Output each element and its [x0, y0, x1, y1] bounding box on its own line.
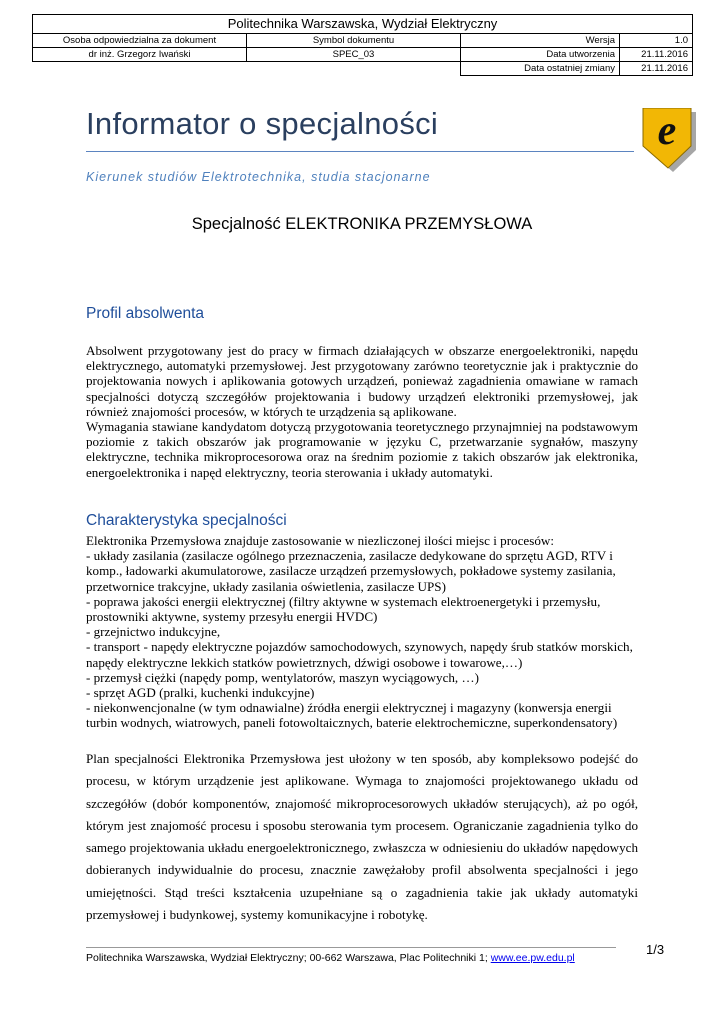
changed-value: 21.11.2016	[620, 62, 693, 76]
profile-paragraph-2: Wymagania stawiane kandydatom dotyczą przygotowania teoretycznego przynajmniej na podstawowym poziomie z takich obszarów jak programowanie w języku C, przetwarzanie sygnałów, maszyny elektryczne, technika mikroprocesorowa oraz na średnim poziomie z takich obszarów jak elektronika, energoelektronika i napęd elektryczny, teoria sterowania i układy automatyki.	[86, 419, 638, 480]
specialization-title: Specjalność ELEKTRONIKA PRZEMYSŁOWA	[191, 215, 533, 233]
profile-heading: Profil absolwenta	[86, 305, 205, 322]
subtitle: Kierunek studiów Elektrotechnika, studia stacjonarne	[86, 170, 431, 184]
symbol-value: SPEC_03	[247, 48, 461, 62]
footer-address: Politechnika Warszawska, Wydział Elektryczny; 00-662 Warszawa, Plac Politechniki 1;	[86, 952, 491, 964]
version-label: Wersja	[461, 34, 620, 48]
title-underline	[86, 151, 634, 152]
list-item: - grzejnictwo indukcyjne,	[86, 624, 221, 640]
list-item: - transport - napędy elektryczne pojazdów samochodowych, szynowych, napędy śrub statków morskich, napędy elektryczne lekkich statków powietrznych, dźwigi osobowe i towarowe,…)	[86, 639, 633, 670]
profile-text	[86, 343, 638, 480]
footer-rule	[86, 947, 616, 948]
document-header-table	[32, 14, 693, 76]
logo-letter: e	[657, 108, 677, 154]
version-value: 1.0	[620, 34, 693, 48]
list-item: - układy zasilania (zasilacze ogólnego przeznaczenia, zasilacze dedykowane do sprzętu AGD, RTV i komp., ładowarki akumulatorowe, zasilacze urządzeń przemysłowych, pokładowe systemy zasilania, przetwornice trakcyjne, układy zasilania oświetlenia, zasilacze UPS)	[86, 548, 616, 594]
list-item: - przemysł ciężki (napędy pomp, wentylatorów, maszyn wyciągowych, …)	[86, 669, 479, 685]
characteristics-heading: Charakterystyka specjalności	[86, 512, 287, 529]
created-value: 21.11.2016	[620, 48, 693, 62]
plan-paragraph: Plan specjalności Elektronika Przemysłowa jest ułożony w ten sposób, aby kompleksowo podejść do procesu, w którym urządzenie jest aplikowane. Wymaga to znajomości projektowanego układu od szczegółów (dobór komponentów, znajomość mikroprocesorowych układów sterujących), aż po ogół, którym jest znajomość procesu i sposobu sterowania tym procesem. Ograniczanie zagadnienia tylko do samego projektowania układu energoelektronicznego, zwłaszcza w odniesieniu do układów napędowych dobieranych indywidualnie do procesu, znacznie zawężałoby profil absolwenta specjalności i jego umiejętności. Stąd treści kształcenia uzupełniane są o zagadnienia takie jak układy automatyki przemysłowej i budynkowej, systemy komunikacyjne i robotykę.	[86, 751, 638, 923]
page-number: 1/3	[646, 942, 665, 957]
list-item: - sprzęt AGD (pralki, kuchenki indukcyjne)	[86, 685, 315, 701]
responsible-label: Osoba odpowiedzialna za dokument	[33, 34, 247, 48]
responsible-value: dr inż. Grzegorz Iwański	[33, 48, 247, 62]
characteristics-list	[86, 533, 646, 731]
characteristics-intro: Elektronika Przemysłowa znajduje zastosowanie w niezliczonej ilości miejsc i procesów:	[86, 533, 554, 548]
faculty-website-link[interactable]: www.ee.pw.edu.pl	[490, 952, 575, 964]
list-item: - poprawa jakości energii elektrycznej (filtry aktywne w systemach elektroenergetyki i przemysłu, prostowniki aktywne, systemy przesyłu energii HVDC)	[86, 593, 601, 625]
page-title: Informator o specjalności	[86, 106, 439, 141]
faculty-logo	[641, 108, 699, 172]
profile-paragraph-1: Absolwent przygotowany jest do pracy w firmach działających w obszarze energoelektroniki, napędu elektrycznego, automatyki przemysłowej. Jest przygotowany zarówno teoretycznie jak i praktycznie do projektowania nowych i aplikowania gotowych urządzeń, ponieważ zagadnienia omawiane w ramach specjalności dotyczą szczegółów projektowania i budowy urządzeń elektroniki przemysłowej, jak również znajomości procesów, w których te urządzenia są aplikowane.	[86, 343, 638, 419]
symbol-label: Symbol dokumentu	[247, 34, 461, 48]
organization-name: Politechnika Warszawska, Wydział Elektryczny	[33, 15, 693, 34]
changed-label: Data ostatniej zmiany	[461, 62, 620, 76]
footer	[86, 952, 575, 964]
created-label: Data utworzenia	[461, 48, 620, 62]
list-item: - niekonwencjonalne (w tym odnawialne) źródła energii elektrycznej i magazyny (konwersja energii turbin wodnych, wiatrowych, paneli fotowoltaicznych, baterie elektrochemiczne, superkondensatory)	[86, 700, 618, 731]
